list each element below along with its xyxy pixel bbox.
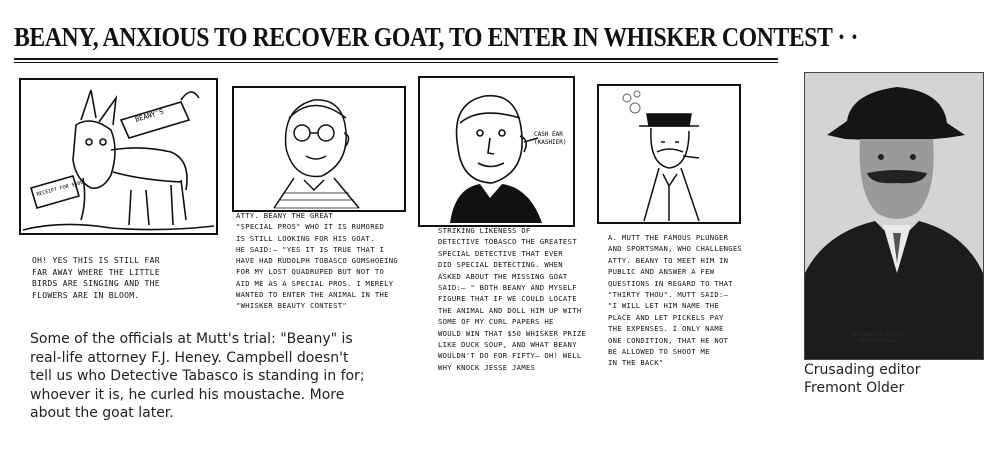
caption-line: FOR MY LOST QUADRUPED BUT NOT TO xyxy=(236,267,385,277)
caption-line: WHY KNOCK JESSE JAMES xyxy=(438,362,536,372)
caption-line: ATTY. BEANY THE GREAT xyxy=(236,211,334,220)
caption-line: ATTY. BEANY TO MEET HIM IN xyxy=(608,255,729,265)
main-caption-line: Some of the officials at Mutt's trial: "Beany" is xyxy=(30,331,353,347)
caption-line: LIKE DUCK SOUP, AND WHAT BEANY xyxy=(438,340,577,350)
comic-panel-goat xyxy=(19,78,218,235)
caption-line: HAVE HAD RUDOLPH TOBASCO GUMSHOEING xyxy=(236,256,398,266)
panel-caption-beany xyxy=(236,210,416,312)
caption-line: WOULD WIN THAT $50 WHISKER PRIZE xyxy=(438,328,587,338)
main-caption-line: real-life attorney F.J. Heney. Campbell doesn't xyxy=(30,349,349,366)
beany-drawing xyxy=(234,88,404,210)
caption-line: ONE CONDITION, THAT HE NOT xyxy=(608,335,729,345)
caption-line: PLACE AND LET PICKELS PAY xyxy=(608,312,724,322)
panel-caption-goat xyxy=(32,255,222,301)
caption-line: PUBLIC AND ANSWER A FEW xyxy=(608,267,715,277)
caption-line: STRIKING LIKENESS OF xyxy=(438,226,531,235)
caption-line: SPECIAL DETECTIVE THAT EVER xyxy=(438,248,563,258)
main-caption-line: about the goat later. xyxy=(30,405,174,421)
portrait-small-caption xyxy=(842,333,912,345)
portrait-small-caption-line: Older in his Prime xyxy=(858,339,896,344)
caption-line: "WHISKER BEAUTY CONTEST" xyxy=(236,301,348,311)
caption-line: IN THE BACK" xyxy=(608,358,664,368)
comic-panel-detective xyxy=(418,76,575,227)
detective-ear-label: CASH EAR xyxy=(534,131,563,138)
caption-line: FIGURE THAT IF WE COULD LOCATE xyxy=(438,294,577,304)
caption-line: "I WILL LET HIM NAME THE xyxy=(608,301,720,311)
caption-line: IS STILL LOOKING FOR HIS GOAT. xyxy=(236,233,375,243)
caption-line: SOME OF MY CURL PAPERS HE xyxy=(438,317,554,327)
caption-line: BIRDS ARE SINGING AND THE xyxy=(32,279,160,288)
caption-line: BE ALLOWED TO SHOOT ME xyxy=(608,347,710,357)
portrait-caption-line: Crusading editor xyxy=(804,362,921,378)
caption-line: WOULDN'T DO FOR FIFTY— OH! WELL xyxy=(438,351,582,361)
comic-panel-mutt xyxy=(597,84,741,224)
headline-rule-thin xyxy=(14,62,778,63)
goat-drawing xyxy=(21,80,216,233)
portrait-image xyxy=(805,73,983,359)
headline-rule xyxy=(14,58,778,60)
caption-line: AND SPORTSMAN, WHO CHALLENGES xyxy=(608,244,743,254)
mutt-drawing xyxy=(599,86,739,222)
caption-line: SAID:— " BOTH BEANY AND MYSELF xyxy=(438,283,577,293)
caption-line: THE ANIMAL AND DOLL HIM UP WITH xyxy=(438,305,582,315)
detective-drawing xyxy=(420,78,573,225)
caption-line: HE SAID:— "YES IT IS TRUE THAT I xyxy=(236,244,385,254)
caption-line: WANTED TO ENTER THE ANIMAL IN THE xyxy=(236,290,389,300)
detective-ear-sublabel: (KASHIER) xyxy=(534,139,567,146)
caption-line: "SPECIAL PROS" WHO IT IS RUMORED xyxy=(236,222,385,232)
goat-receipt-label: RECEIPT FOR $500 xyxy=(35,179,85,198)
caption-line: ASKED ABOUT THE MISSING GOAT xyxy=(438,271,568,281)
caption-line: DID SPECIAL DETECTING. WHEN xyxy=(438,260,563,270)
caption-line: A. MUTT THE FAMOUS PLUNGER xyxy=(608,233,729,242)
caption-line: AID ME AS A SPECIAL PROS. I MERELY xyxy=(236,278,394,288)
panel-caption-mutt xyxy=(608,232,788,369)
portrait-photo xyxy=(804,72,984,360)
caption-line: FLOWERS ARE IN BLOOM. xyxy=(32,290,140,300)
caption-line: OH! YES THIS IS STILL FAR xyxy=(32,256,160,265)
caption-line: "THIRTY THOU". MUTT SAID:— xyxy=(608,290,729,300)
main-caption-line: tell us who Detective Tabasco is standing in for; xyxy=(30,368,365,384)
main-caption xyxy=(30,330,415,423)
portrait-caption-line: Fremont Older xyxy=(804,380,905,396)
caption-line: FAR AWAY WHERE THE LITTLE xyxy=(32,267,160,277)
headline: BEANY, ANXIOUS TO RECOVER GOAT, TO ENTER IN WHISKER CONTEST · · xyxy=(14,22,858,52)
caption-line: QUESTIONS IN REGARD TO THAT xyxy=(608,278,733,288)
panel-caption-detective xyxy=(438,225,618,373)
portrait-small-caption-line: THE FIGHTING EDITOR xyxy=(849,333,905,338)
caption-line: DETECTIVE TOBASCO THE GREATEST xyxy=(438,237,577,247)
portrait-caption xyxy=(804,361,920,397)
main-caption-line: whoever it is, he curled his moustache. More xyxy=(30,386,345,403)
comic-panel-beany xyxy=(232,86,406,212)
goat-sign-label: BEANY'S xyxy=(134,107,165,124)
caption-line: THE EXPENSES. I ONLY NAME xyxy=(608,324,724,334)
